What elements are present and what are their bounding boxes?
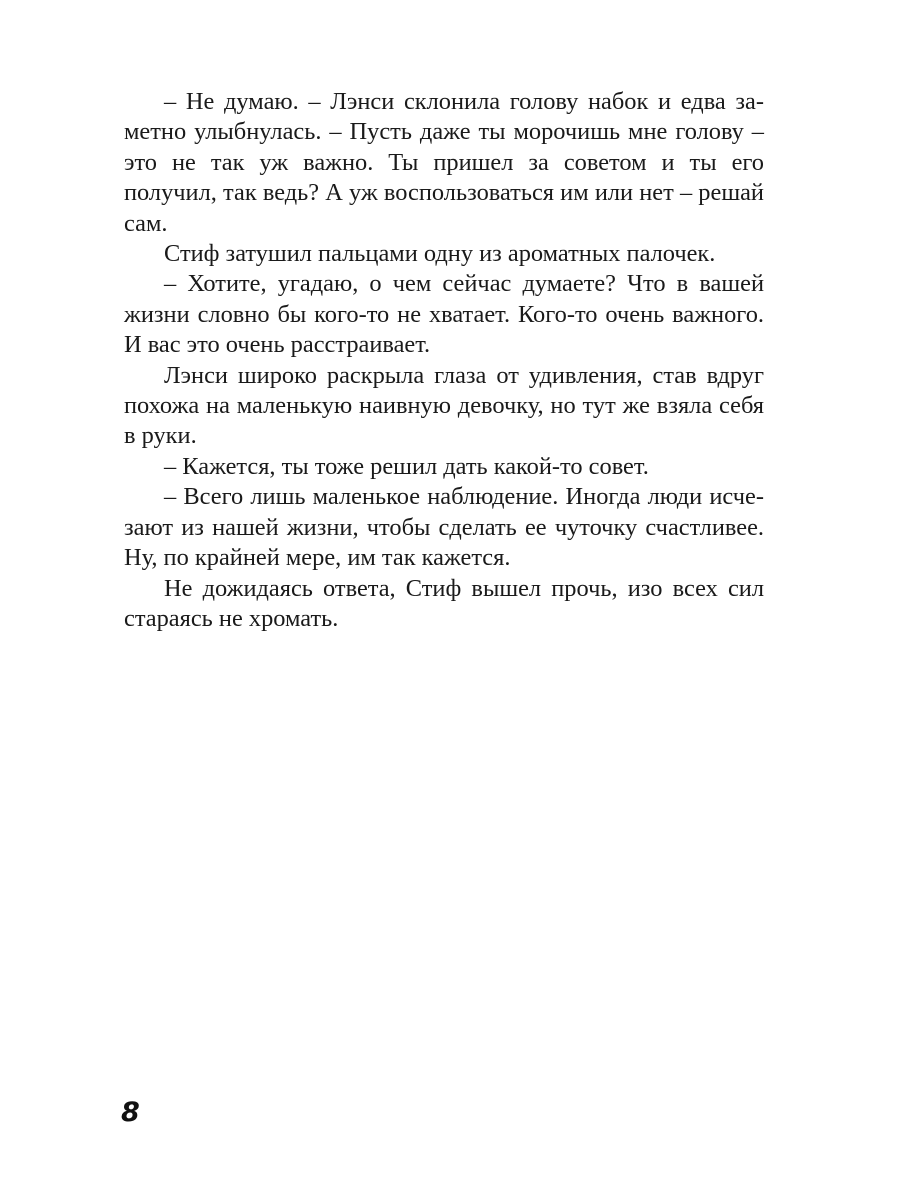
page-number: 8 — [121, 1097, 140, 1128]
paragraph: – Не думаю. – Лэнси склонила голову набок и едва заметно улыбнулась. – Пусть даже ты морочишь мне голову – это не так уж важно. Ты пришел за советом и ты его получил, так ведь? А уж воспользоваться им или нет – решай сам. — [124, 88, 764, 237]
paragraph: – Всего лишь маленькое наблюдение. Иногда люди исчезают из нашей жизни, чтобы сделать ее чуточку счастливее. Ну, по крайней мере, им так кажется. — [124, 483, 764, 572]
paragraph: Не дожидаясь ответа, Стиф вышел прочь, изо всех сил стараясь не хромать. — [124, 574, 764, 632]
paragraph: – Кажется, ты тоже решил дать какой-то совет. — [164, 452, 649, 480]
paragraph: Стиф затушил пальцами одну из ароматных палочек. — [164, 240, 716, 268]
paragraph: Лэнси широко раскрыла глаза от удивления, став вдруг похожа на маленькую наивную девочку, но тут же взяла себя в руки. — [124, 361, 764, 450]
body-text — [124, 87, 764, 634]
paragraph: – Хотите, угадаю, о чем сейчас думаете? Что в вашей жизни словно бы кого-то не хватает. Кого-то очень важного. И вас это очень расстраивает. — [124, 270, 764, 359]
